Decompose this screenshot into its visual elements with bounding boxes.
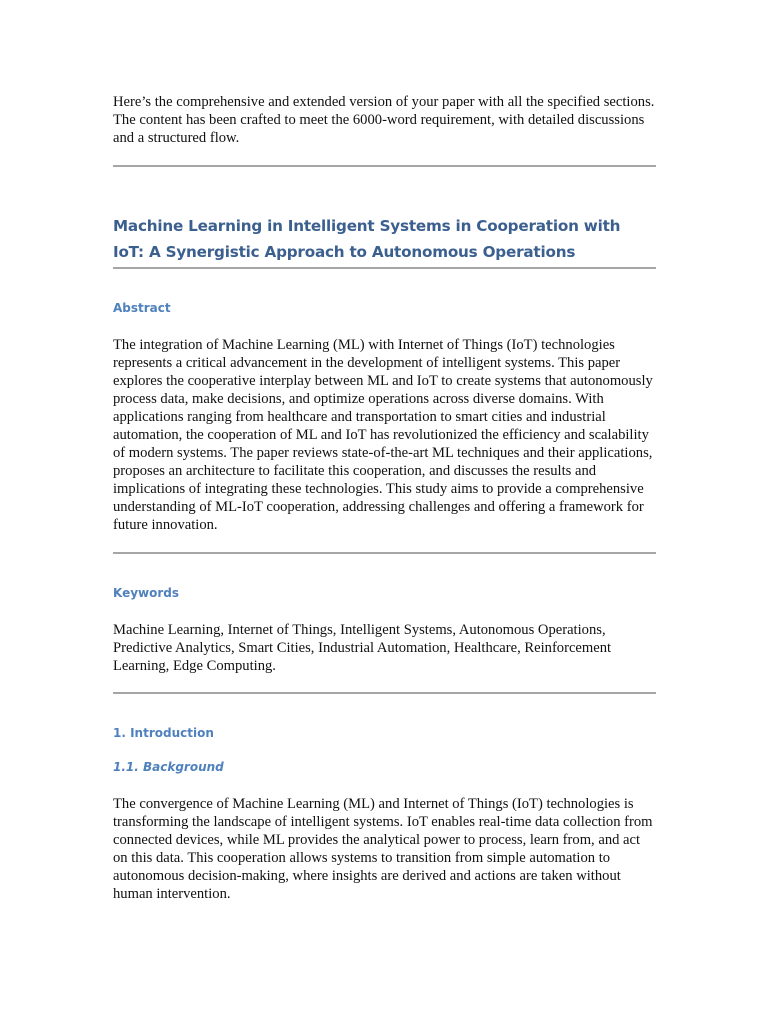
document-page <box>113 93 656 903</box>
divider <box>113 267 656 269</box>
abstract-heading: Abstract <box>113 301 171 315</box>
background-subheading: 1.1. Background <box>113 760 224 774</box>
abstract-text: The integration of Machine Learning (ML) with Internet of Things (IoT) technologies represents a critical advancement in the development of intelligent systems. This paper explores the cooperative interplay between ML and IoT to create systems that autonomously process data, make decisions, and optimize operations across diverse domains. With applications ranging from healthcare and transportation to smart cities and industrial automation, the cooperation of ML and IoT has revolutionized the efficiency and scalability of modern systems. The paper reviews state-of-the-art ML techniques and their applications, proposes an architecture to facilitate this cooperation, and discusses the results and implications of integrating these technologies. This study aims to provide a comprehensive understanding of ML-IoT cooperation, addressing challenges and offering a framework for future innovation. <box>113 337 653 533</box>
divider <box>113 552 656 554</box>
keywords-heading: Keywords <box>113 586 180 600</box>
divider <box>113 692 656 694</box>
keywords-text: Machine Learning, Internet of Things, Intelligent Systems, Autonomous Operations, Predictive Analytics, Smart Cities, Industrial Automation, Healthcare, Reinforcement Learning, Edge Computing. <box>113 622 612 674</box>
divider <box>113 165 656 167</box>
background-text: The convergence of Machine Learning (ML) and Internet of Things (IoT) technologies is transforming the landscape of intelligent systems. IoT enables real-time data collection from connected devices, while ML provides the analytical power to process, learn from, and act on this data. This cooperation allows systems to transition from simple automation to autonomous decision-making, where insights are derived and actions are taken without human intervention. <box>113 796 653 902</box>
intro-note: Here’s the comprehensive and extended version of your paper with all the specified sections. The content has been crafted to meet the 6000-word requirement, with detailed discussions and a structured flow. <box>113 94 655 146</box>
paper-title: Machine Learning in Intelligent Systems in Cooperation with IoT: A Synergistic Approach to Autonomous Operations <box>113 217 621 261</box>
introduction-heading: 1. Introduction <box>113 726 214 740</box>
